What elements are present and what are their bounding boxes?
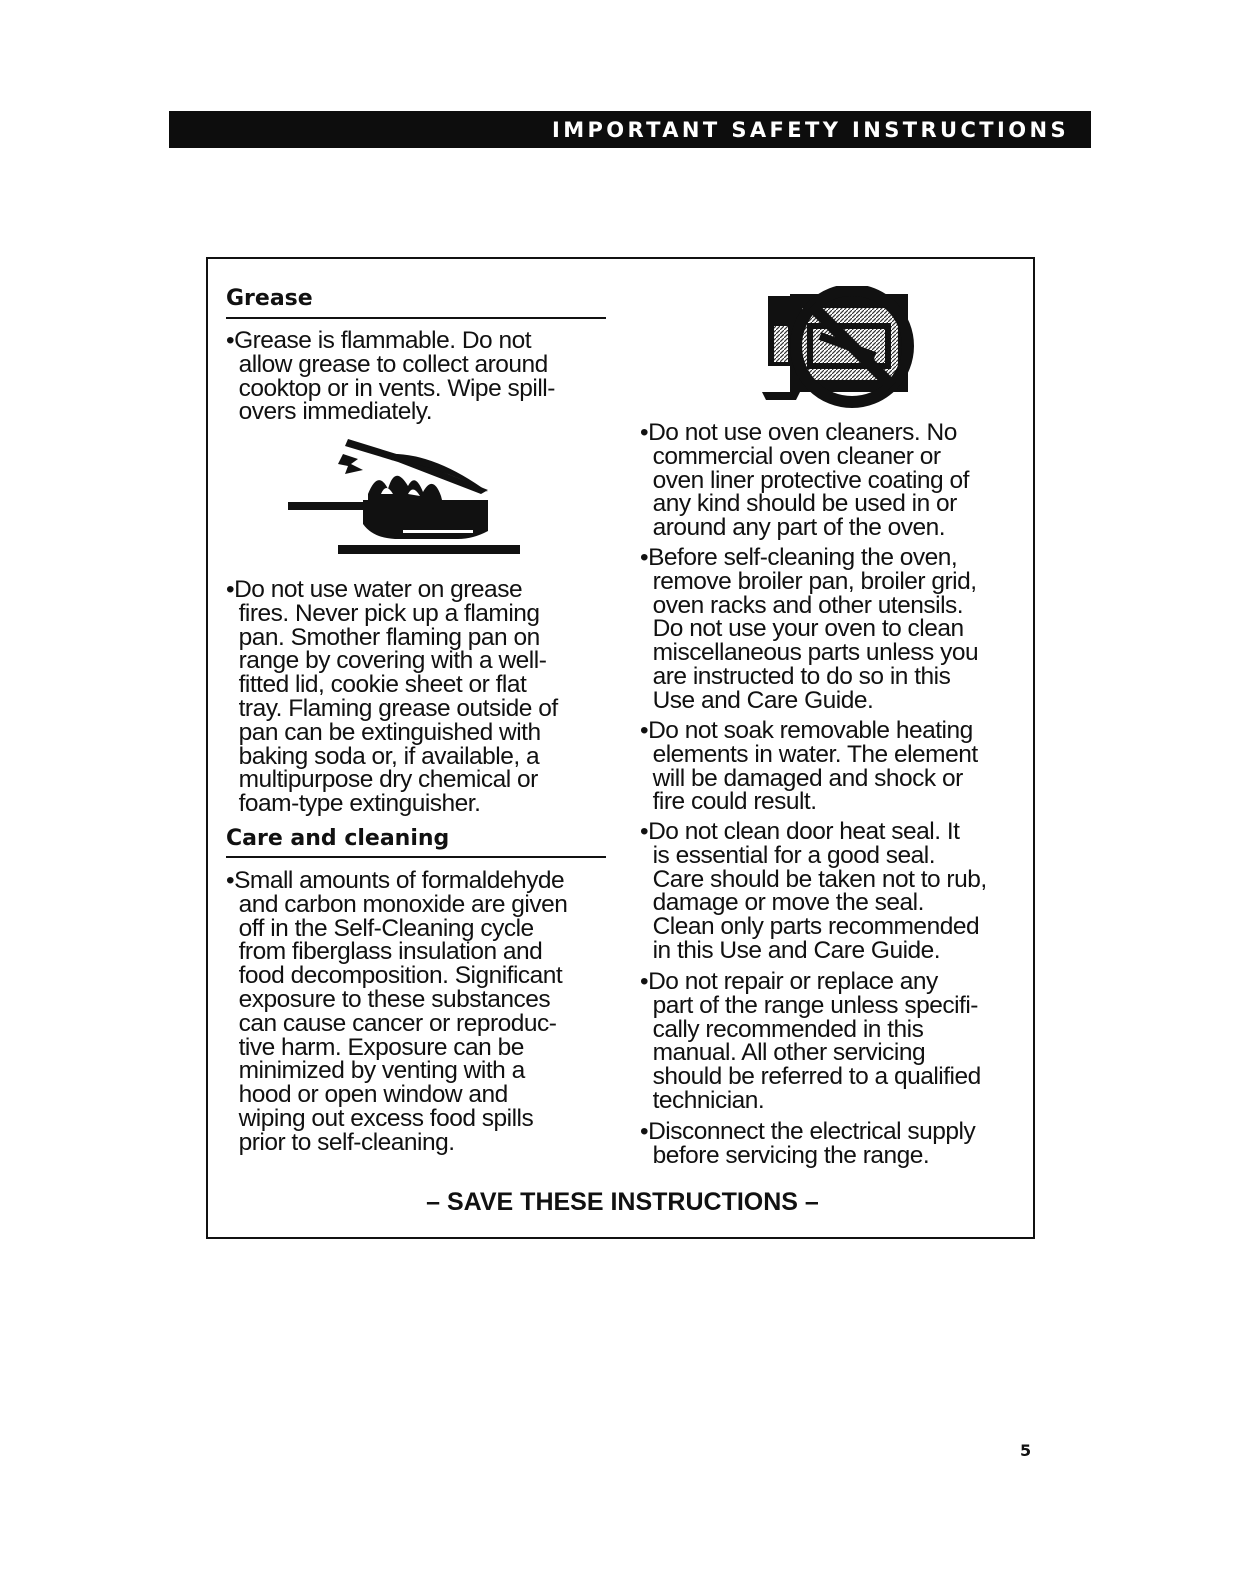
grease-heading: Grease <box>226 286 313 311</box>
grease-item-2: •Do not use water on grease fires. Never pick up a flaming pan. Smother flaming pan on range by covering with a well- fitted lid, cookie sheet or flat tray. Flaming grease outside of pan can be extinguished with baking soda or, if available, a multipurpose dry chemical or foam-type extinguisher. <box>226 576 558 818</box>
flaming-pan-lid-icon <box>283 434 523 559</box>
no-oven-cleaner-icon <box>760 286 920 411</box>
care-heading-rule <box>226 856 606 858</box>
grease-heading-rule <box>226 317 606 319</box>
page-number: 5 <box>1020 1441 1032 1460</box>
right-item-1: •Do not use oven cleaners. No commercial oven cleaner or oven liner protective coating of any kind should be used in or around any part of the oven. <box>640 419 969 542</box>
header-bar <box>169 111 1091 148</box>
right-item-3: •Do not soak removable heating elements in water. The element will be damaged and shock or fire could result. <box>640 717 978 816</box>
right-item-4: •Do not clean door heat seal. It is essential for a good seal. Care should be taken not to rub, damage or move the seal. Clean only parts recommended in this Use and Care Guide. <box>640 818 987 964</box>
right-item-2: •Before self-cleaning the oven, remove broiler pan, broiler grid, oven racks and other utensils. Do not use your oven to clean miscellaneous parts unless you are instructed to do so in this Use and Care Guide. <box>640 544 979 714</box>
safety-box <box>206 257 1035 1239</box>
header-title: IMPORTANT SAFETY INSTRUCTIONS <box>551 117 1069 142</box>
save-instructions: – SAVE THESE INSTRUCTIONS – <box>426 1188 819 1216</box>
grease-item-1: •Grease is flammable. Do not allow grease to collect around cooktop or in vents. Wipe spill- overs immediately. <box>226 327 555 426</box>
right-item-6: •Disconnect the electrical supply before servicing the range. <box>640 1118 976 1169</box>
care-item-1: •Small amounts of formaldehyde and carbon monoxide are given off in the Self-Cleaning cycle from fiberglass insulation and food decomposition. Significant exposure to these substances can cause cancer or reproduc- tive harm. Exposure can be minimized by venting with a hood or open window and wiping out excess food spills prior to self-cleaning. <box>226 867 568 1156</box>
right-item-5: •Do not repair or replace any part of the range unless specifi- cally recommended in this manual. All other servicing should be referred to a qualified technician. <box>640 968 981 1114</box>
care-heading: Care and cleaning <box>226 826 450 851</box>
